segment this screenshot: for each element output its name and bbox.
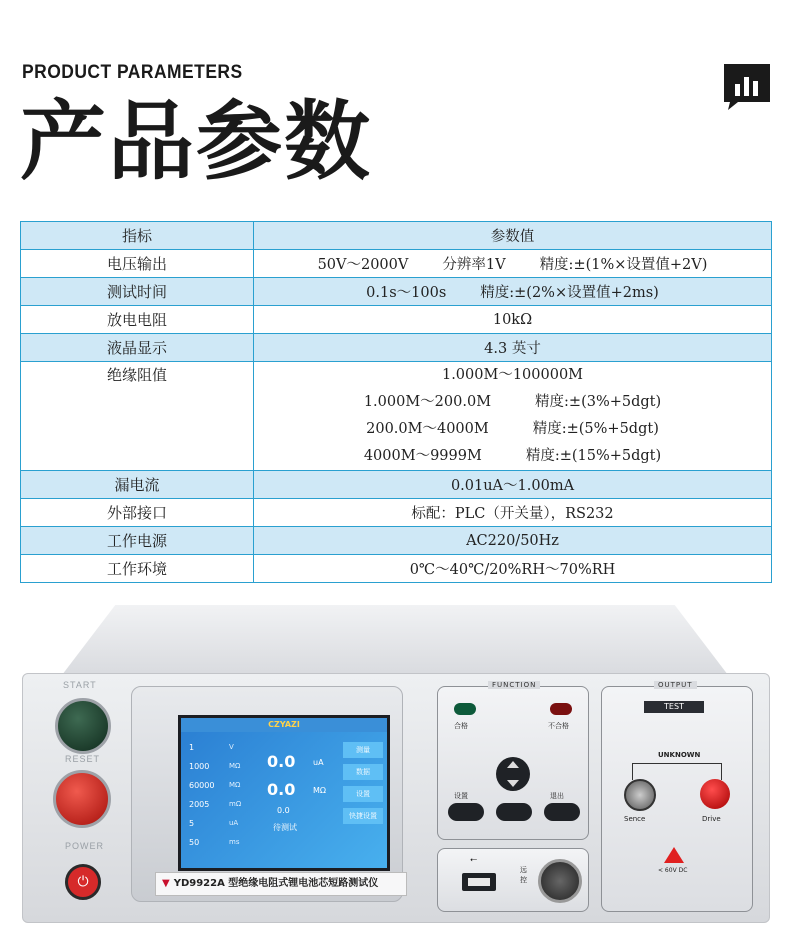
header-label: 指标 [21,222,254,250]
voltage-range: 50V～2000V [317,257,409,273]
screen-menu-item[interactable]: 数据 [343,764,383,780]
screen-unit: V [229,743,234,751]
table-row [21,250,772,278]
interface-panel [437,848,589,912]
unknown-label: UNKNOWN [658,751,701,759]
voltage-resolution: 分辨率1V [442,257,506,273]
voltage-accuracy: 精度:±(1%×设置值+2V) [539,257,708,273]
reset-label: RESET [65,754,101,764]
pass-label: 合格 [454,722,468,730]
reading-resistance-unit: MΩ [313,786,327,795]
row-label: 电压输出 [21,250,254,278]
table-row [21,499,772,527]
remote-label: 远控 [520,866,527,884]
sence-terminal[interactable] [624,779,656,811]
high-voltage-warning-icon [664,847,684,863]
screen-unit: ms [229,838,240,846]
time-accuracy: 精度:±(2%×设置值+2ms) [480,285,659,301]
table-header-row [21,222,772,250]
insulation-accuracy: 精度:±(15%+5dgt) [525,448,662,464]
row-value: 4.3 英寸 [254,334,772,362]
tester-device-image [22,605,768,923]
table-row [21,471,772,499]
usb-port[interactable] [462,873,496,891]
output-title: OUTPUT [654,681,697,689]
reading-resistance: 0.0 [267,780,296,799]
insulation-line [254,416,771,443]
row-value [254,362,772,471]
start-label: START [63,680,97,690]
reset-button[interactable] [53,770,111,828]
screen-menu-item[interactable]: 快捷设置 [343,808,383,824]
power-button[interactable]: ⏻ [65,864,101,900]
model-nameplate [155,872,407,896]
row-label: 绝缘阻值 [21,362,254,471]
reading-current-unit: uA [313,758,324,767]
nav-dial[interactable] [496,757,530,791]
table-row [21,527,772,555]
test-badge: TEST [644,701,704,713]
insulation-range: 200.0M～4000M [366,421,489,437]
pass-indicator [454,703,476,715]
device-front-panel [22,673,770,923]
power-label: POWER [65,841,105,851]
fail-label: 不合格 [548,722,569,730]
remote-connector[interactable] [538,859,582,903]
screen-unit: mΩ [229,800,242,808]
setup-button[interactable] [448,803,484,821]
bar-chart-icon [724,64,770,110]
row-label: 测试时间 [21,278,254,306]
usb-icon: ⭠ [470,855,478,865]
screen-value: 5 [189,819,195,828]
drive-label: Drive [702,815,721,823]
exit-label: 退出 [550,792,564,800]
row-label: 外部接口 [21,499,254,527]
up-arrow-icon [507,761,519,768]
output-panel [601,681,753,912]
start-button[interactable] [55,698,111,754]
function-title: FUNCTION [488,681,540,689]
reading-current: 0.0 [267,752,296,771]
table-row [21,362,772,471]
screen-value: 50 [189,838,200,847]
table-row [21,278,772,306]
screen-unit: uA [229,819,239,827]
insulation-accuracy: 精度:±(3%+5dgt) [535,394,662,410]
insulation-range: 1.000M～200.0M [363,394,492,410]
function-panel [437,681,589,840]
unknown-bracket [632,763,722,780]
screen-brand: CZYAZI [181,718,387,732]
device-top-case [62,605,728,675]
row-label: 液晶显示 [21,334,254,362]
insulation-line [254,389,771,416]
reading-third: 0.0 [277,806,290,815]
row-label: 放电电阻 [21,306,254,334]
parameter-table [20,221,772,583]
header-value: 参数值 [254,222,772,250]
insulation-range: 4000M～9999M [363,448,482,464]
fail-indicator [550,703,572,715]
insulation-range: 1.000M～100000M [441,367,584,383]
time-range: 0.1s～100s [366,285,447,301]
row-label: 工作电源 [21,527,254,555]
screen-status: 待测试 [273,823,297,832]
screen-menu-item[interactable]: 测量 [343,742,383,758]
brand-logo-icon: ▼ [162,878,170,889]
insulation-line [254,443,771,470]
voltage-warning-label: < 60V DC [658,867,688,874]
row-value: AC220/50Hz [254,527,772,555]
screen-bezel [131,686,403,902]
middle-button[interactable] [496,803,532,821]
page-title: 产品参数 [20,92,372,192]
screen-unit: MΩ [229,762,241,770]
row-label: 漏电流 [21,471,254,499]
screen-value: 1000 [189,762,210,771]
sence-label: Sence [624,815,646,823]
screen-left-values [189,738,214,852]
row-value: 0℃～40℃/20%RH～70%RH [254,555,772,583]
row-value: 标配：PLC（开关量），RS232 [254,499,772,527]
model-name: YD9922A 型绝缘电阻式锂电池芯短路测试仪 [173,878,379,889]
screen-value: 60000 [189,781,215,790]
screen-left-units [229,738,241,852]
table-row [21,306,772,334]
drive-terminal[interactable] [700,779,730,809]
row-value: 10kΩ [254,306,772,334]
exit-button[interactable] [544,803,580,821]
setup-label: 设置 [454,792,468,800]
screen-value: 2005 [189,800,210,809]
row-value [254,250,772,278]
table-row [21,334,772,362]
english-title: PRODUCT PARAMETERS [22,62,243,83]
screen-menu-item[interactable]: 设置 [343,786,383,802]
row-value [254,278,772,306]
screen-menu [343,742,383,824]
screen-value: 1 [189,743,195,752]
row-label: 工作环境 [21,555,254,583]
down-arrow-icon [507,780,519,787]
table-row [21,555,772,583]
insulation-line [254,362,771,389]
screen-unit: MΩ [229,781,241,789]
insulation-accuracy: 精度:±(5%+5dgt) [532,421,659,437]
row-value: 0.01uA～1.00mA [254,471,772,499]
lcd-screen [178,715,390,871]
